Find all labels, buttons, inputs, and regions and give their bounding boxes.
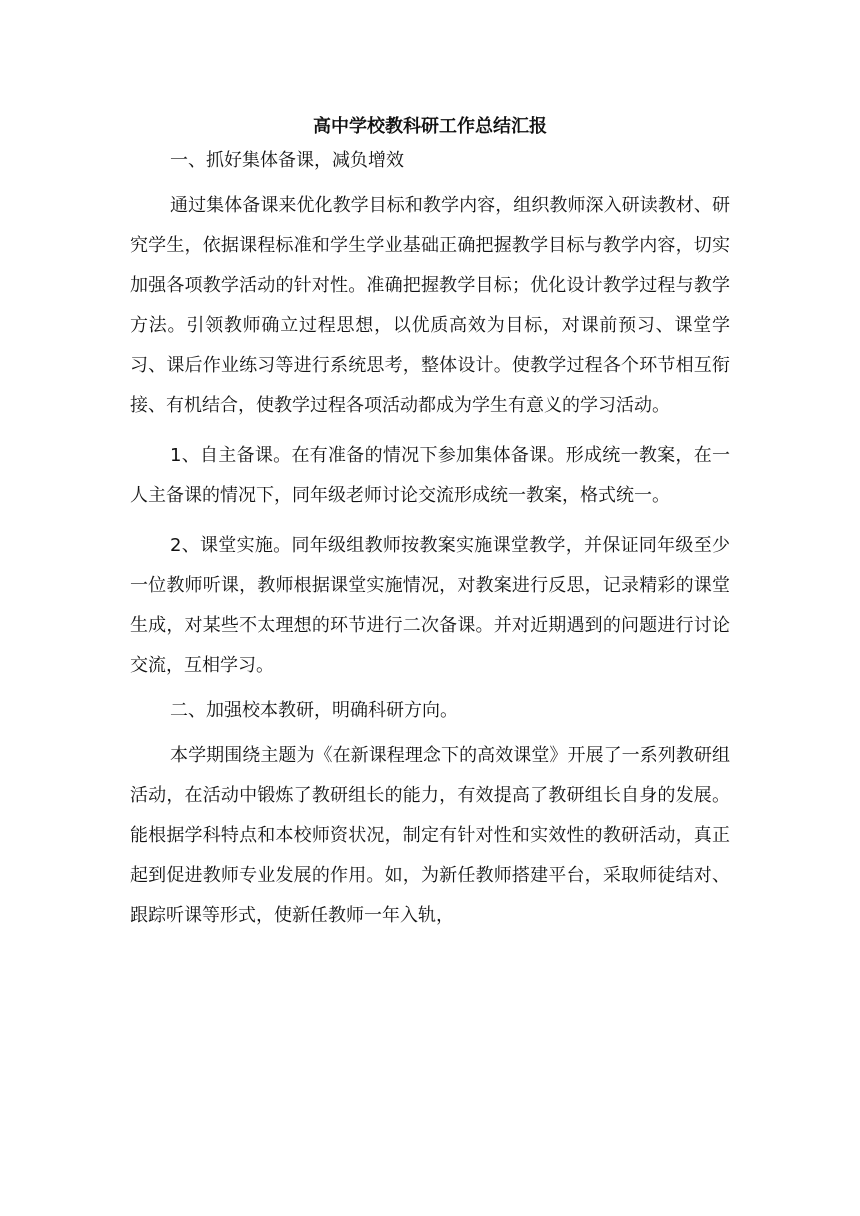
section-heading-1: 一、抓好集体备课，减负增效 — [170, 150, 404, 171]
document-page — [130, 112, 730, 946]
document-title: 高中学校教科研工作总结汇报 — [313, 116, 547, 137]
section-heading-2: 二、加强校本教研，明确科研方向。 — [170, 700, 458, 721]
paragraph-1: 通过集体备课来优化教学目标和教学内容，组织教师深入研读教材、研究学生，依据课程标准和学生学业基础正确把握教学目标与教学内容，切实加强各项教学活动的针对性。准确把握教学目标；优化设计教学过程与教学方法。引领教师确立过程思想，以优质高效为目标，对课前预习、课堂学习、课后作业练习等进行系统思考，整体设计。使教学过程各个环节相互衔接、有机结合，使教学过程各项活动都成为学生有意义的学习活动。 — [130, 195, 730, 416]
paragraph-2: 1、自主备课。在有准备的情况下参加集体备课。形成统一教案，在一人主备课的情况下，同年级老师讨论交流形成统一教案，格式统一。 — [130, 445, 730, 506]
paragraph-4: 本学期围绕主题为《在新课程理念下的高效课堂》开展了一系列教研组活动，在活动中锻炼了教研组长的能力，有效提高了教研组长自身的发展。能根据学科特点和本校师资状况，制定有针对性和实效性的教研活动，真正起到促进教师专业发展的作用。如，为新任教师搭建平台，采取师徒结对、跟踪听课等形式，使新任教师一年入轨， — [130, 745, 730, 926]
paragraph-3: 2、课堂实施。同年级组教师按教案实施课堂教学，并保证同年级至少一位教师听课，教师根据课堂实施情况，对教案进行反思，记录精彩的课堂生成，对某些不太理想的环节进行二次备课。并对近期遇到的问题进行讨论交流，互相学习。 — [130, 535, 730, 676]
